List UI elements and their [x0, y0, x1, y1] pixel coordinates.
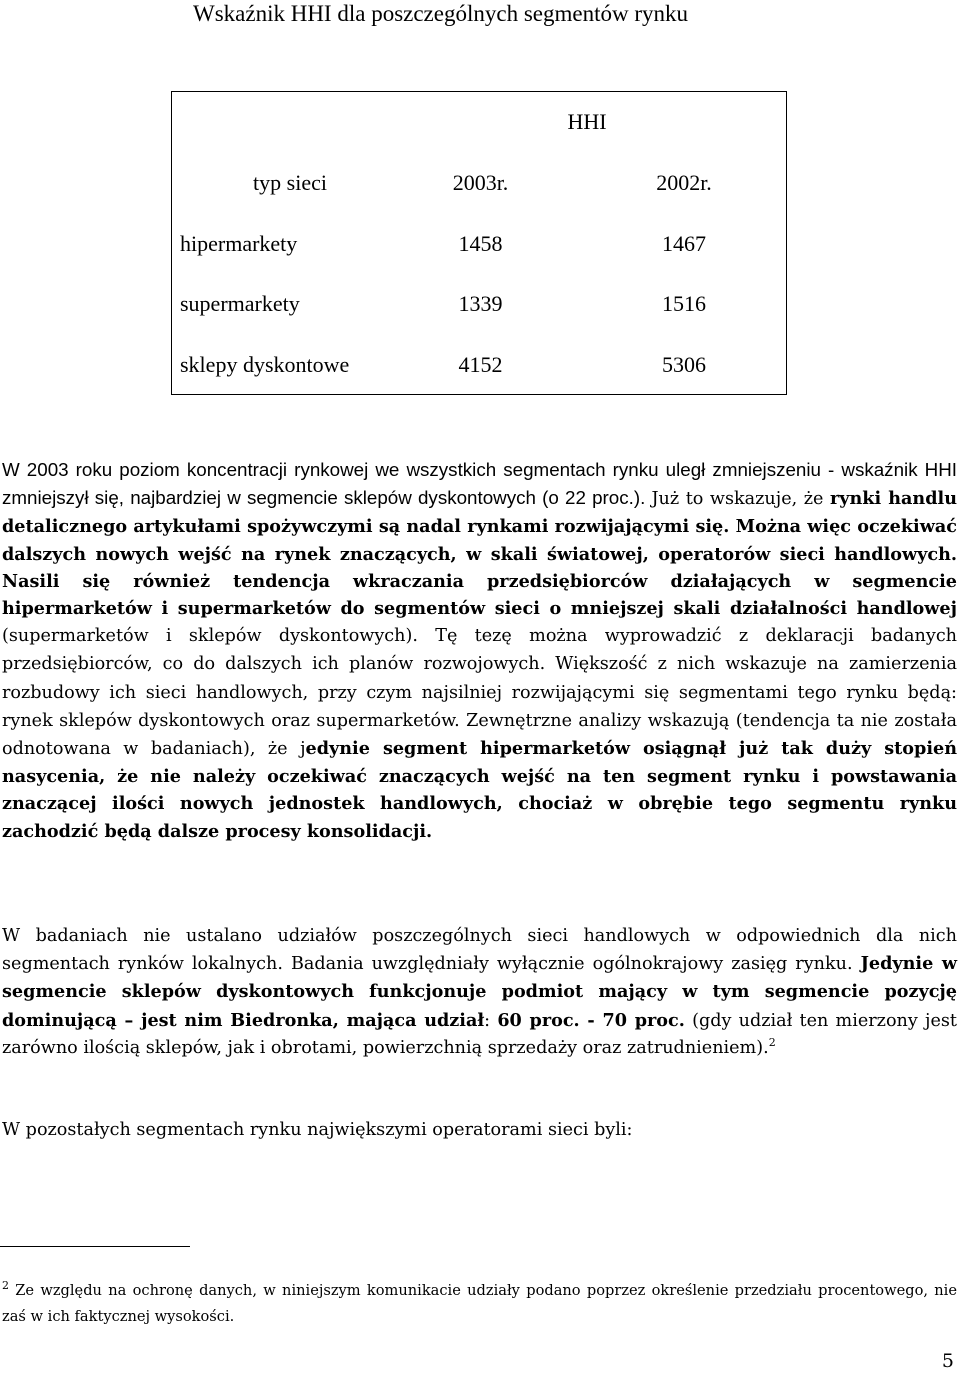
footnote-divider [0, 1246, 190, 1247]
hhi-table [171, 91, 787, 395]
table-cell-2003: 4152 [458, 352, 503, 377]
page-number: 5 [941, 1350, 954, 1372]
paragraph-concentration [2, 456, 957, 845]
paragraph-bold-text: edynie segment hipermarketów osiągnął już tak duży stopień nasycenia, że nie należy oczekiwać znaczących wejść na ten segment rynku i powstawania znaczącej ilości nowych jednostek handlowych, chociaż w obrębie tego segmentu rynku zachodzić będą dalsze procesy konsolidacji. [2, 738, 957, 842]
paragraph-text: (supermarketów i sklepów dyskontowych). Tę tezę można wyprowadzić z deklaracji badanych przedsiębiorców, co do dalszych ich planów rozwojowych. Większość z nich wskazuje na zamierzenia rozbudowy ich sieci handlowych, przy czym najsilniej rozwijającymi się segmentami tego rynku będą: rynek sklepów dyskontowych oraz supermarketów. Zewnętrzne analizy wskazują (tendencja ta nie została odnotowana w badaniach), że j [2, 626, 957, 760]
table-cell-2002: 1467 [662, 231, 706, 256]
footnote-number: 2 [2, 1279, 9, 1293]
paragraph-bold-text: Jedynie w segmencie sklepów dyskontowych funkcjonuje podmiot mający w tym segmencie pozycję dominującą – jest nim Biedronka, mająca udział [2, 953, 957, 1031]
table-header-2003: 2003r. [452, 170, 509, 195]
table-cell-2003: 1339 [458, 291, 503, 316]
table-cell-2002: 5306 [662, 352, 706, 377]
paragraph-text: (gdy udział ten mierzony jest zarówno ilością sklepów, jak i obrotami, powierzchnią sprzedaży oraz zatrudnieniem). [2, 1010, 957, 1058]
table-cell-2002: 1516 [662, 291, 706, 316]
footnote-reference[interactable]: 2 [768, 1035, 776, 1049]
table-cell-type: hipermarkety [180, 231, 298, 256]
table-cell-type: sklepy dyskontowe [180, 352, 350, 377]
paragraph-bold-text: rynki handlu detalicznego artykułami spożywczymi są nadal rynkami rozwijającymi się. Można więc oczekiwać dalszych nowych wejść na rynek znaczących, w skali światowej, operatorów sieci handlowych. Nasili się również tendencja wkraczania przedsiębiorców działających w segmencie hipermarketów i supermarketów do segmentów sieci o mniejszej skali działalności handlowej [2, 488, 958, 620]
footnote-text: Ze względu na ochronę danych, w niniejszym komunikacie udziały podano poprzez określenie przedziału procentowego, nie zaś w ich faktycznej wysokości. [2, 1282, 957, 1325]
paragraph-text: W badaniach nie ustalano udziałów poszczególnych sieci handlowych w odpowiednich dla nich segmentach rynków lokalnych. Badania uwzględniały wyłącznie ogólnokrajowy zasięg rynku. [2, 926, 957, 975]
table-cell-2003: 1458 [458, 231, 503, 256]
table-header-2002: 2002r. [656, 170, 712, 195]
footnote [2, 1278, 957, 1330]
page-title: Wskaźnik HHI dla poszczególnych segmentów rynku [193, 1, 688, 26]
table-header-type: typ sieci [253, 170, 327, 195]
paragraph-bold-text: 60 proc. - 70 proc. [497, 1009, 685, 1031]
table-cell-type: supermarkety [180, 291, 300, 316]
paragraph-text: : [484, 1010, 498, 1031]
paragraph-text: Już to wskazuje, że [651, 489, 830, 510]
paragraph-market-share [2, 923, 957, 1062]
table-group-header: HHI [567, 109, 607, 134]
paragraph-text: W 2003 roku poziom koncentracji rynkowej we wszystkich segmentach rynku uległ zmniejszeniu - wskaźnik HHI zmniejszył się, najbardziej w segmencie sklepów dyskontowych (o 22 proc.). [2, 459, 957, 509]
paragraph-operators: W pozostałych segmentach rynku największymi operatorami sieci byli: [2, 1120, 633, 1140]
